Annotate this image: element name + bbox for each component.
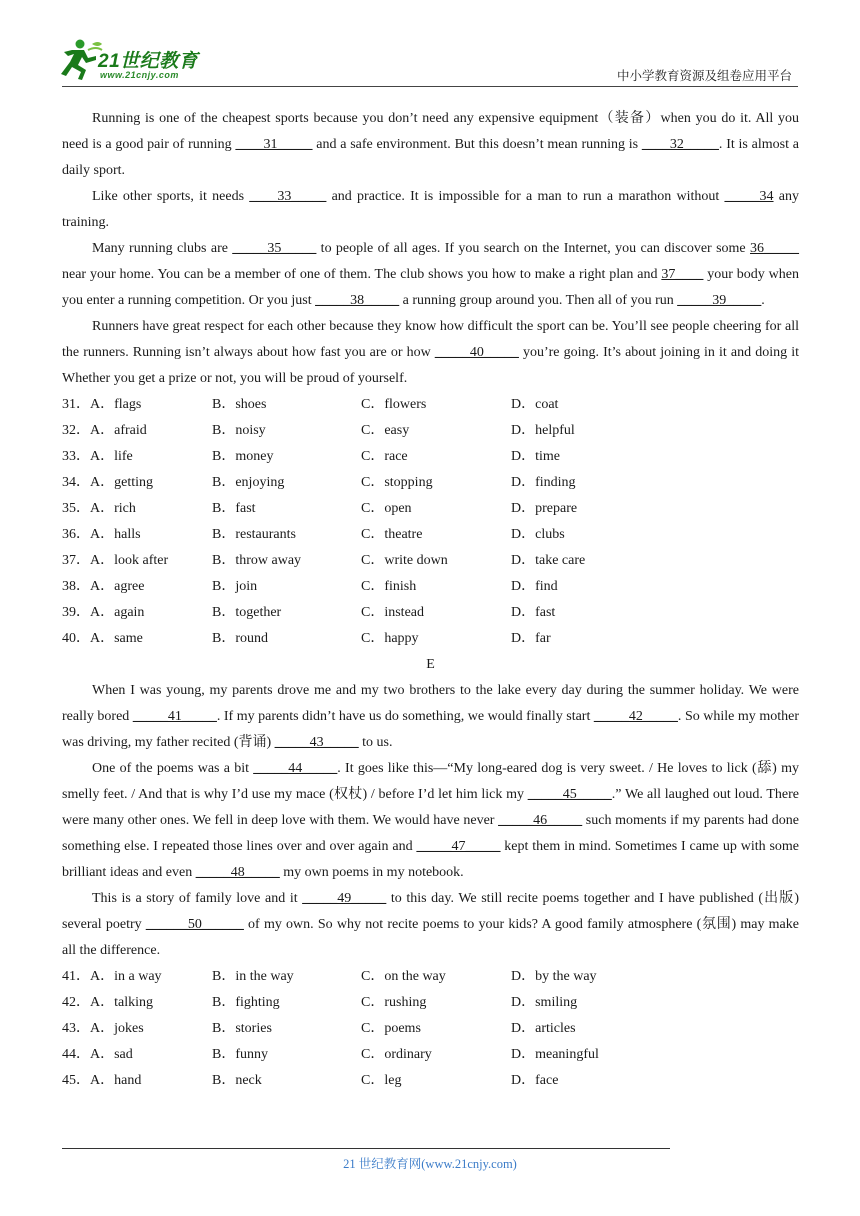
option-d[interactable]: D．find xyxy=(511,579,558,594)
logo-url: www.21cnjy.com xyxy=(100,70,179,80)
option-d[interactable]: D．articles xyxy=(511,1021,576,1036)
option-d[interactable]: D．face xyxy=(511,1073,559,1088)
options-d xyxy=(62,392,799,652)
passage-d-paragraph-3: Many running clubs are _____35_____ to people of all ages. If you search on the Internet, you can discover some 36_____ near your home. You can be a member of one of them. The club shows you how to make a right plan and 37____ your body when you enter a running competition. Or you just _____38_____ a running group around you. Then all of you run _____39_____. xyxy=(62,241,799,308)
option-b[interactable]: B．restaurants xyxy=(212,527,296,542)
option-c[interactable]: C．leg xyxy=(361,1073,402,1088)
option-row-38 xyxy=(62,574,799,600)
option-a[interactable]: 34．A．getting xyxy=(62,475,153,490)
option-row-36 xyxy=(62,522,799,548)
option-c[interactable]: C．theatre xyxy=(361,527,423,542)
option-b[interactable]: B．enjoying xyxy=(212,475,285,490)
option-c[interactable]: C．ordinary xyxy=(361,1047,432,1062)
option-row-31 xyxy=(62,392,799,418)
option-d[interactable]: D．finding xyxy=(511,475,576,490)
option-b[interactable]: B．shoes xyxy=(212,397,267,412)
page-content xyxy=(62,106,799,1094)
blank-33: ____33_____ xyxy=(249,189,327,204)
option-b[interactable]: B．together xyxy=(212,605,282,620)
header-divider xyxy=(62,86,798,87)
option-b[interactable]: B．funny xyxy=(212,1047,268,1062)
option-a[interactable]: 31．A．flags xyxy=(62,397,142,412)
logo-text: 21世纪教育 xyxy=(98,51,199,72)
option-b[interactable]: B．in the way xyxy=(212,969,294,984)
option-c[interactable]: C．finish xyxy=(361,579,417,594)
option-a[interactable]: 43．A．jokes xyxy=(62,1021,144,1036)
header-platform-text: 中小学教育资源及组卷应用平台 xyxy=(616,68,792,83)
option-row-45 xyxy=(62,1068,799,1094)
option-b[interactable]: B．fighting xyxy=(212,995,280,1010)
option-a[interactable]: 36．A．halls xyxy=(62,527,141,542)
option-c[interactable]: C．on the way xyxy=(361,969,446,984)
blank-50: ______50______ xyxy=(145,917,244,932)
blank-41: _____41_____ xyxy=(132,709,217,724)
footer-link[interactable]: 21 世纪教育网(www.21cnjy.com) xyxy=(343,1157,517,1171)
option-c[interactable]: C．open xyxy=(361,501,412,516)
blank-47: _____47_____ xyxy=(416,839,501,854)
blank-38: _____38_____ xyxy=(315,293,400,308)
page-header xyxy=(0,0,860,90)
footer-divider xyxy=(62,1148,670,1149)
blank-44: _____44_____ xyxy=(253,761,338,776)
option-c[interactable]: C．write down xyxy=(361,553,448,568)
option-b[interactable]: B．neck xyxy=(212,1073,262,1088)
passage-e-paragraph-3: This is a story of family love and it _____49_____ to this day. We still recite poems together and I have published (出版) several poetry ______50______ of my own. So why not recite poems to your kids? A good family atmosphere (氛围) may make all the difference. xyxy=(62,891,799,958)
blank-42: _____42_____ xyxy=(593,709,678,724)
blank-31: ____31_____ xyxy=(235,137,313,152)
option-row-35 xyxy=(62,496,799,522)
option-a[interactable]: 41．A．in a way xyxy=(62,969,162,984)
option-row-34 xyxy=(62,470,799,496)
passage-d-paragraph-1: Running is one of the cheapest sports because you don’t need any expensive equipment（装备）when you do it. All you need is a good pair of running ____31_____ and a safe environment. But this doesn’t mean running is ____32_____. It is almost a daily sport. xyxy=(62,111,799,178)
passage-d-paragraph-4: Runners have great respect for each other because they know how difficult the sport can be. You’ll see people cheering for all the runners. Running isn’t always about how fast you are or how _____40_____ you’re going. It’s about joining in it and doing it Whether you get a prize or not, you will be proud of yourself. xyxy=(62,319,799,386)
option-b[interactable]: B．noisy xyxy=(212,423,266,438)
option-b[interactable]: B．round xyxy=(212,631,268,646)
option-c[interactable]: C．flowers xyxy=(361,397,427,412)
option-a[interactable]: 32．A．afraid xyxy=(62,423,147,438)
option-d[interactable]: D．coat xyxy=(511,397,559,412)
option-c[interactable]: C．rushing xyxy=(361,995,427,1010)
option-d[interactable]: D．take care xyxy=(511,553,586,568)
option-d[interactable]: D．clubs xyxy=(511,527,565,542)
option-b[interactable]: B．fast xyxy=(212,501,256,516)
option-b[interactable]: B．join xyxy=(212,579,258,594)
option-d[interactable]: D．fast xyxy=(511,605,556,620)
option-a[interactable]: 33．A．life xyxy=(62,449,133,464)
option-a[interactable]: 45．A．hand xyxy=(62,1073,142,1088)
option-row-32 xyxy=(62,418,799,444)
blank-49: _____49_____ xyxy=(302,891,387,906)
option-a[interactable]: 35．A．rich xyxy=(62,501,136,516)
option-a[interactable]: 40．A．same xyxy=(62,631,143,646)
option-row-42 xyxy=(62,990,799,1016)
option-row-37 xyxy=(62,548,799,574)
option-a[interactable]: 39．A．again xyxy=(62,605,145,620)
option-d[interactable]: D．prepare xyxy=(511,501,578,516)
option-b[interactable]: B．stories xyxy=(212,1021,272,1036)
option-a[interactable]: 38．A．agree xyxy=(62,579,145,594)
option-row-39 xyxy=(62,600,799,626)
blank-36: 36_____ xyxy=(750,241,799,256)
option-d[interactable]: D．helpful xyxy=(511,423,575,438)
option-c[interactable]: C．poems xyxy=(361,1021,421,1036)
blank-39: _____39_____ xyxy=(677,293,762,308)
passage-e-paragraph-2: One of the poems was a bit _____44_____. It goes like this—“My long-eared dog is very sweet. / He loves to lick (舔) my smelly feet. / And that is why I’d use my mace (权杖) / before I’d let him lick my _____45_____.” We all laughed out loud. There were many other ones. We fell in deep love with them. We would have never _____46_____ such moments if my parents had done something else. I repeated those lines over and over again and _____47_____ kept them in mind. Sometimes I came up with some brilliant ideas and even _____48_____ my own poems in my notebook. xyxy=(62,761,799,880)
option-row-40 xyxy=(62,626,799,652)
blank-37: 37____ xyxy=(661,267,704,282)
option-a[interactable]: 37．A．look after xyxy=(62,553,169,568)
options-e xyxy=(62,964,799,1094)
option-a[interactable]: 44．A．sad xyxy=(62,1047,133,1062)
option-c[interactable]: C．easy xyxy=(361,423,410,438)
blank-45: _____45_____ xyxy=(527,787,612,802)
option-c[interactable]: C．stopping xyxy=(361,475,433,490)
option-c[interactable]: C．happy xyxy=(361,631,419,646)
option-b[interactable]: B．money xyxy=(212,449,274,464)
option-d[interactable]: D．by the way xyxy=(511,969,597,984)
blank-46: _____46_____ xyxy=(498,813,583,828)
passage-e-paragraph-1: When I was young, my parents drove me and my two brothers to the lake every day during the summer holiday. We were really bored _____41_____. If my parents didn’t have us do something, we would finally start _____42_____. So while my mother was driving, my father recited (背诵) _____43_____ to us. xyxy=(62,683,800,750)
passage-d-paragraph-2: Like other sports, it needs ____33_____ and practice. It is impossible for a man to run a marathon without _____34 any training. xyxy=(62,189,800,230)
option-a[interactable]: 42．A．talking xyxy=(62,995,153,1010)
option-d[interactable]: D．time xyxy=(511,449,560,464)
option-d[interactable]: D．smiling xyxy=(511,995,578,1010)
option-c[interactable]: C．instead xyxy=(361,605,424,620)
option-row-44 xyxy=(62,1042,799,1068)
blank-43: _____43_____ xyxy=(274,735,359,750)
option-d[interactable]: D．meaningful xyxy=(511,1047,599,1062)
blank-48: _____48_____ xyxy=(195,865,280,880)
option-row-43 xyxy=(62,1016,799,1042)
option-row-41 xyxy=(62,964,799,990)
blank-34: _____34 xyxy=(724,189,774,204)
option-b[interactable]: B．throw away xyxy=(212,553,302,568)
option-d[interactable]: D．far xyxy=(511,631,551,646)
option-row-33 xyxy=(62,444,799,470)
blank-40: _____40_____ xyxy=(434,345,519,360)
blank-35: _____35_____ xyxy=(232,241,317,256)
section-e-heading: E xyxy=(426,657,435,672)
blank-32: ____32_____ xyxy=(641,137,719,152)
option-c[interactable]: C．race xyxy=(361,449,408,464)
